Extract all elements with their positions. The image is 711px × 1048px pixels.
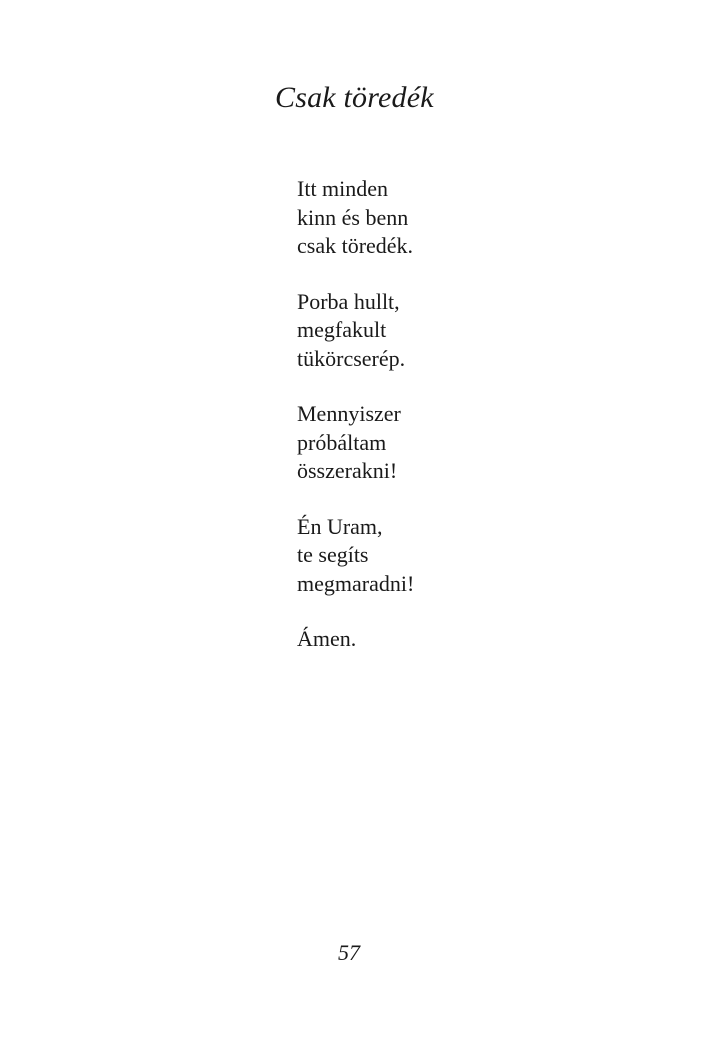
poem-line: csak töredék.	[297, 233, 414, 258]
stanza-3	[297, 400, 414, 486]
poem-line: tükörcserép.	[297, 345, 406, 371]
poem-line: megmaradni!	[297, 570, 415, 596]
poem-line: összerakni!	[297, 458, 398, 483]
poem-line: próbáltam	[297, 429, 387, 455]
stanza-5	[297, 625, 414, 654]
poem-title: Csak töredék	[275, 81, 434, 114]
poem-line: Ámen.	[297, 626, 357, 651]
poem-line: Én Uram,	[297, 513, 383, 539]
stanza-1	[297, 175, 414, 261]
poem-body	[297, 175, 414, 681]
page-number: 57	[338, 940, 360, 965]
poem-line: Itt minden	[297, 176, 389, 201]
poem-line: megfakult	[297, 317, 387, 342]
stanza-4	[297, 513, 414, 599]
poem-line: kinn és benn	[297, 204, 409, 230]
poem-line: Porba hullt,	[297, 288, 400, 314]
poem-line: te segíts	[297, 542, 369, 567]
stanza-2	[297, 288, 414, 374]
poem-line: Mennyiszer	[297, 401, 401, 426]
